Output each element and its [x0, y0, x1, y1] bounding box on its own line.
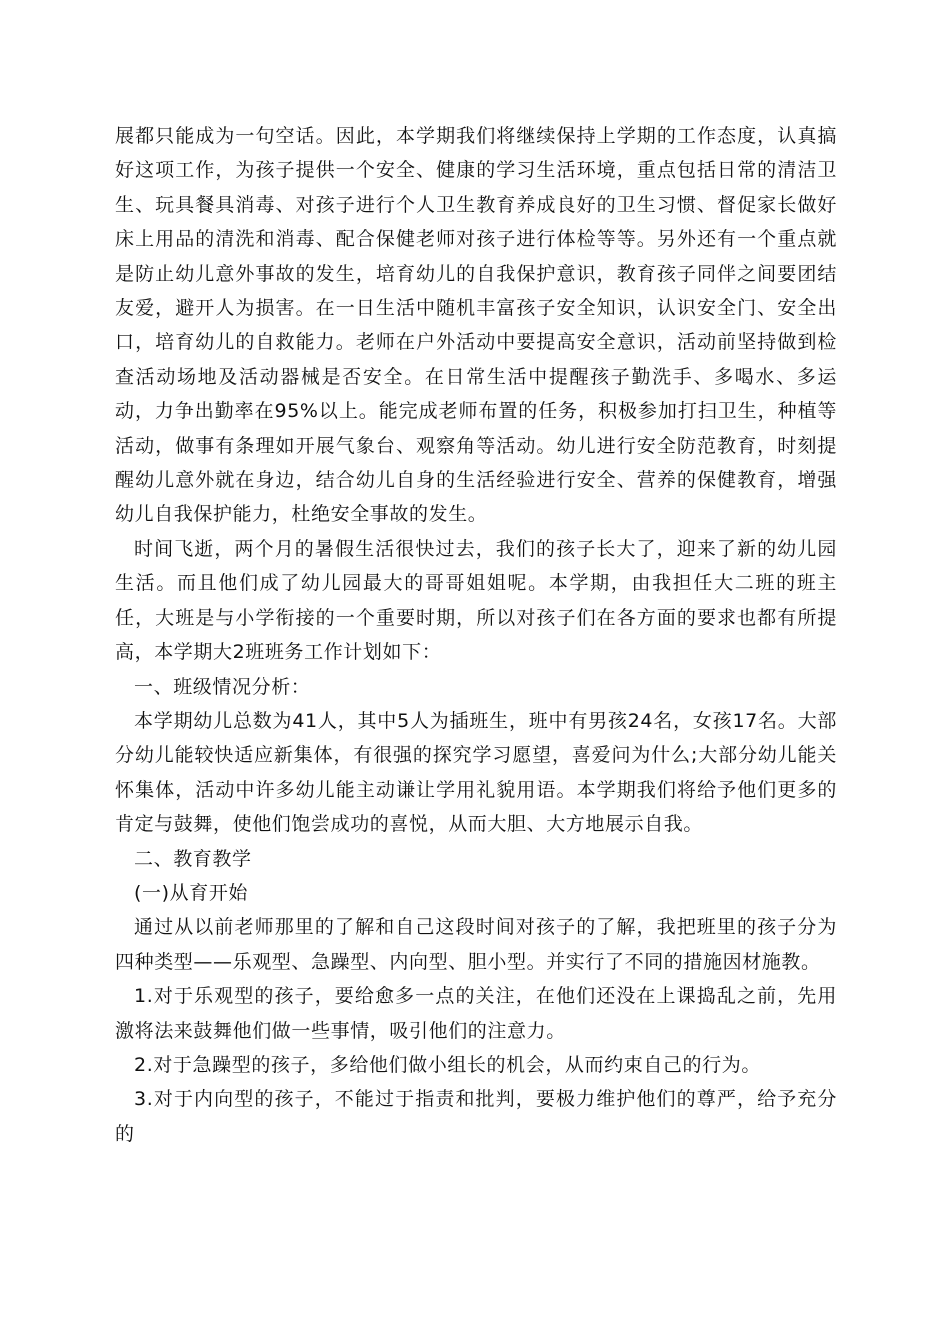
paragraph-intro: 时间飞逝，两个月的暑假生活很快过去，我们的孩子长大了，迎来了新的幼儿园生活。而且他们成了幼儿园最大的哥哥姐姐呢。本学期，由我担任大二班的班主任，大班是与小学衔接的一个重要时期，所以对孩子们在各方面的要求也都有所提高，本学期大2班班务工作计划如下： — [115, 537, 837, 664]
list-item-introverted: 3.对于内向型的孩子，不能过于指责和批判，要极力维护他们的尊严，给予充分的 — [115, 1088, 837, 1145]
subheading-education: (一)从育开始 — [134, 881, 249, 904]
list-item-impatient: 2.对于急躁型的孩子，多给他们做小组长的机会，从而约束自己的行为。 — [134, 1053, 761, 1076]
paragraph-continuation: 展都只能成为一句空话。因此，本学期我们将继续保持上学期的工作态度，认真搞好这项工作，为孩子提供一个安全、健康的学习生活环境，重点包括日常的清洁卫生、玩具餐具消毒、对孩子进行个人卫生教育养成良好的卫生习惯、督促家长做好床上用品的清洗和消毒、配合保健老师对孩子进行体检等等。另外还有一个重点就是防止幼儿意外事故的发生，培育幼儿的自我保护意识，教育孩子同伴之间要团结友爱，避开人为损害。在一日生活中随机丰富孩子安全知识，认识安全门、安全出口，培育幼儿的自救能力。老师在户外活动中要提高安全意识，活动前坚持做到检查活动场地及活动器械是否安全。在日常生活中提醒孩子勤洗手、多喝水、多运动，力争出勤率在95%以上。能完成老师布置的任务，积极参加打扫卫生，种植等活动，做事有条理如开展气象台、观察角等活动。幼儿进行安全防范教育，时刻提醒幼儿意外就在身边，结合幼儿自身的生活经验进行安全、营养的保健教育，增强幼儿自我保护能力，杜绝安全事故的发生。 — [115, 125, 837, 526]
heading-education: 二、教育教学 — [134, 847, 252, 870]
list-item-optimistic: 1.对于乐观型的孩子，要给愈多一点的关注，在他们还没在上课捣乱之前，先用激将法来鼓舞他们做一些事情，吸引他们的注意力。 — [115, 985, 837, 1042]
heading-class-analysis: 一、班级情况分析： — [134, 675, 311, 698]
document-page — [115, 119, 837, 1151]
paragraph-child-types: 通过从以前老师那里的了解和自己这段时间对孩子的了解，我把班里的孩子分为四种类型——乐观型、急躁型、内向型、胆小型。并实行了不同的措施因材施教。 — [115, 916, 837, 973]
paragraph-class-analysis: 本学期幼儿总数为41人，其中5人为插班生，班中有男孩24名，女孩17名。大部分幼儿能较快适应新集体，有很强的探究学习愿望，喜爱问为什么;大部分幼儿能关怀集体，活动中许多幼儿能主动谦让学用礼貌用语。本学期我们将给予他们更多的肯定与鼓舞，使他们饱尝成功的喜悦，从而大胆、大方地展示自我。 — [115, 709, 837, 836]
